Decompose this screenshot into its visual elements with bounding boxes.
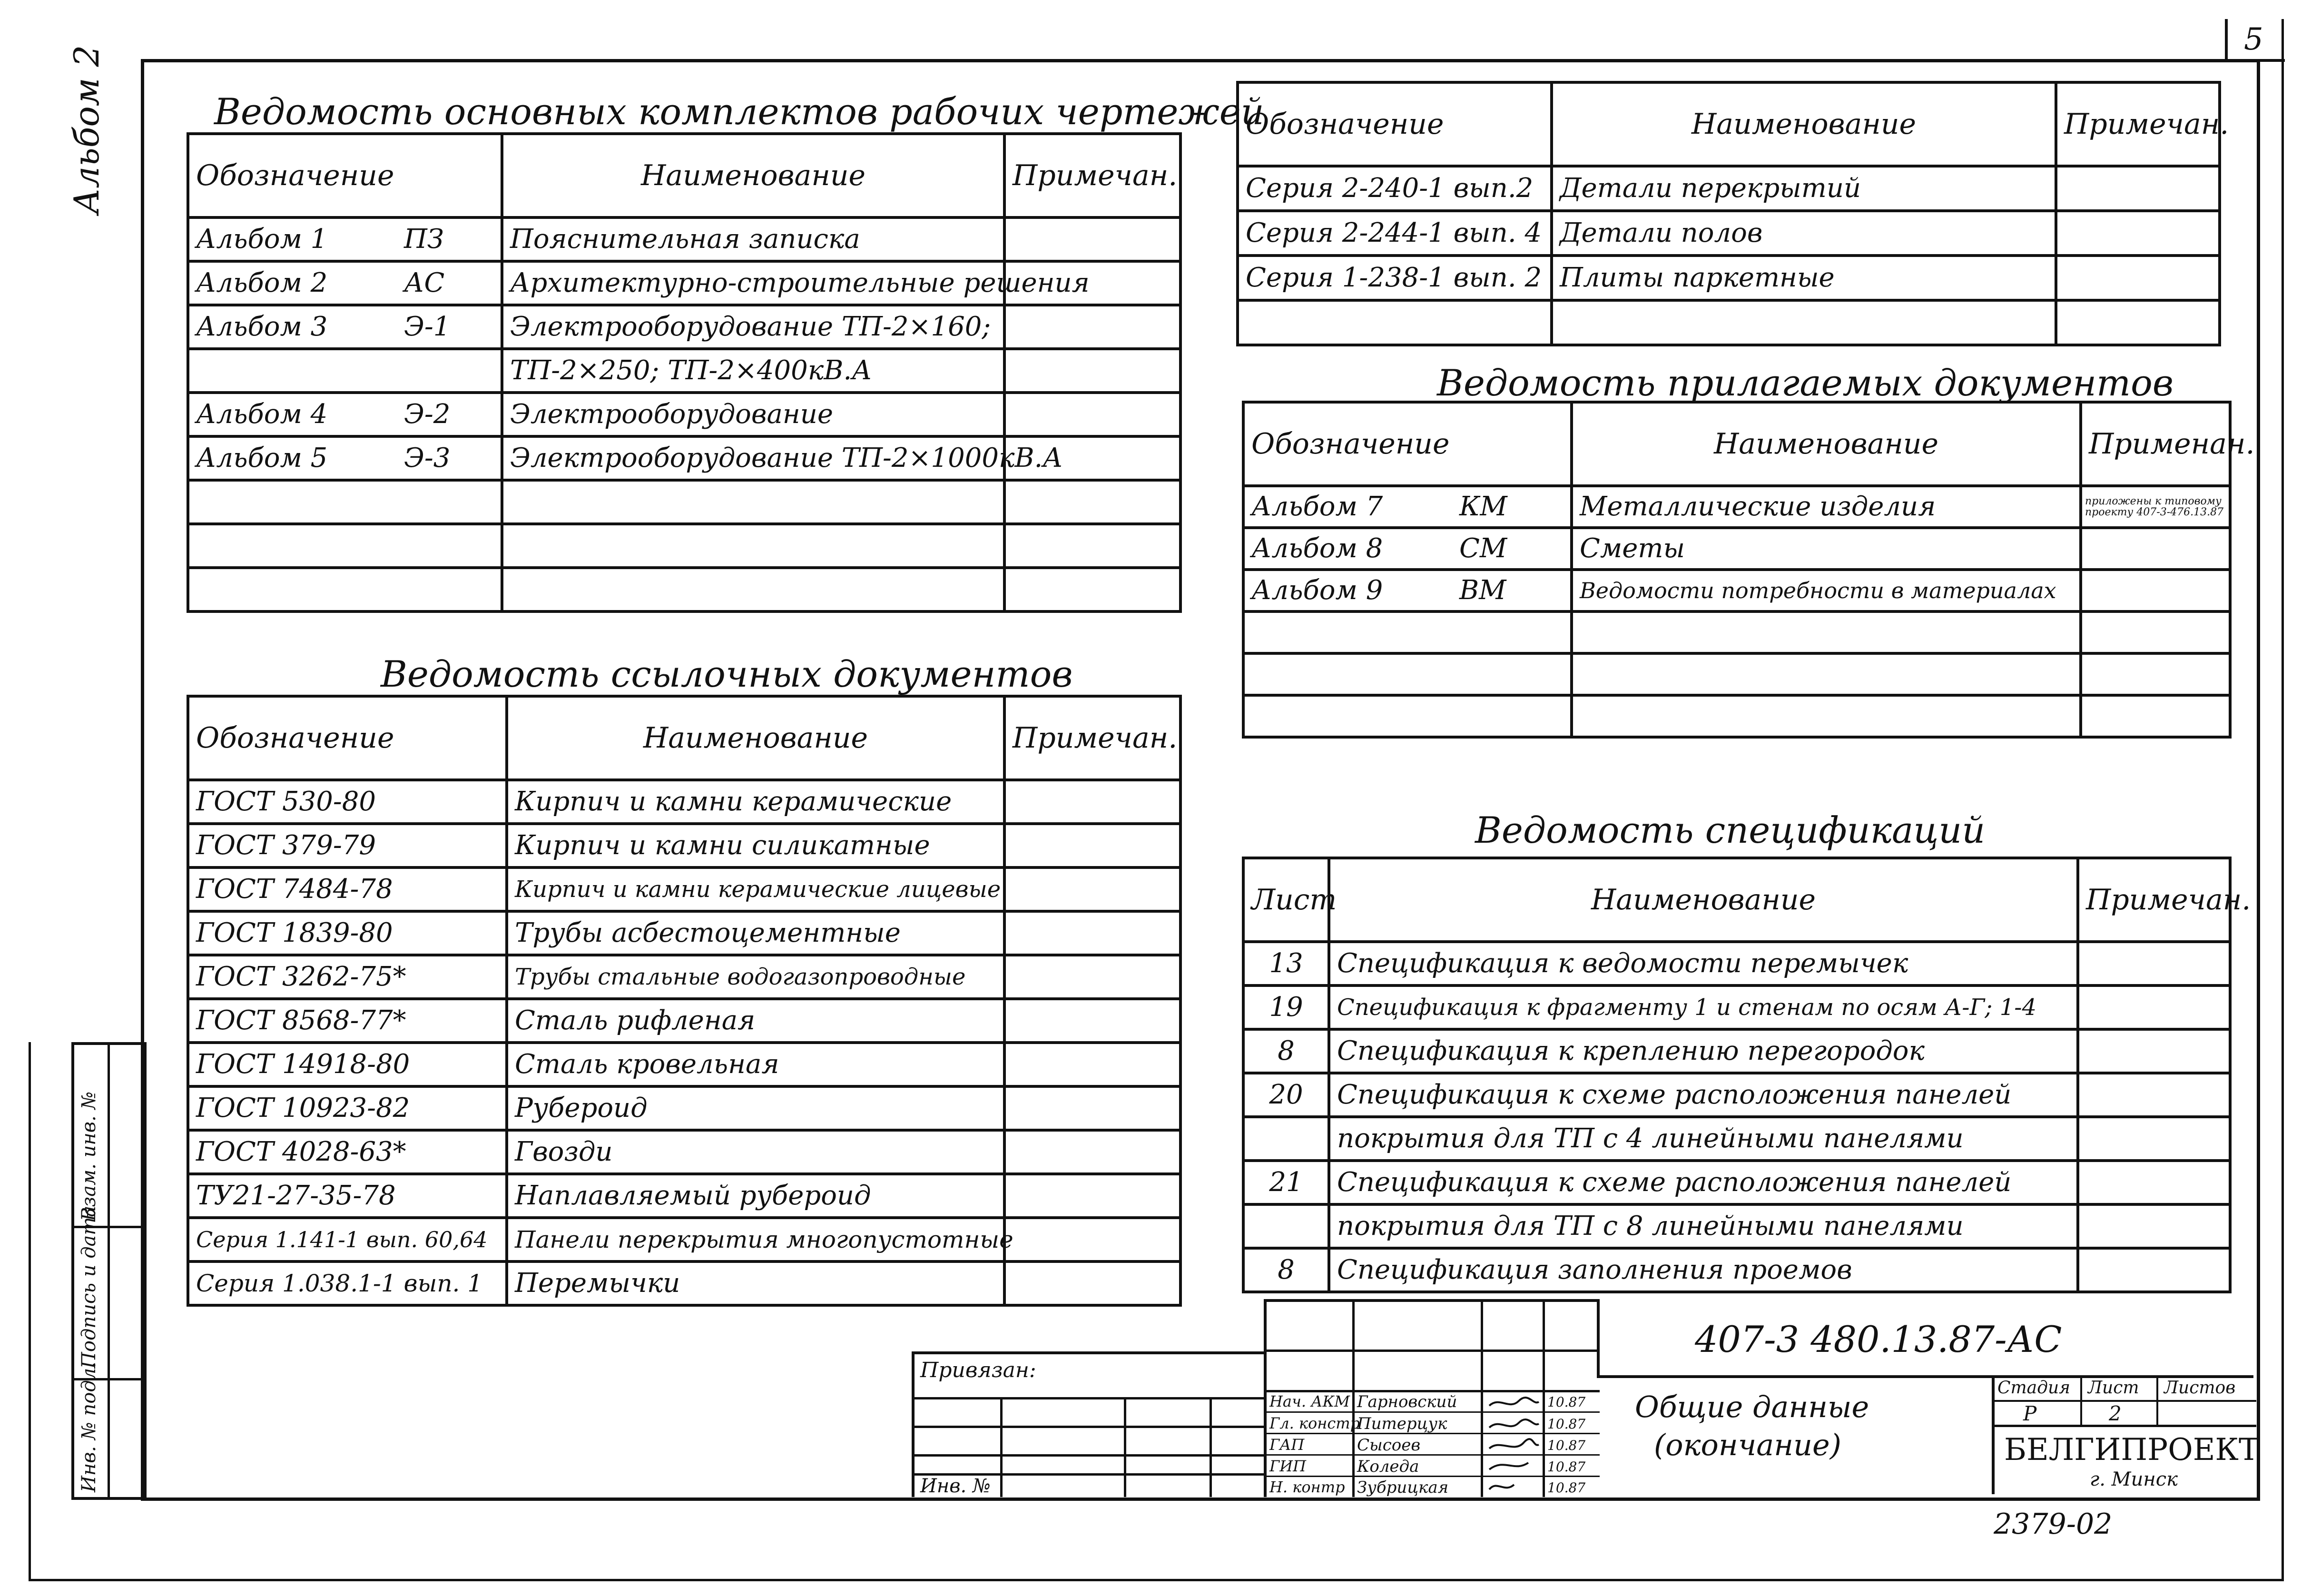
table-cell: ТУ21-27-35-78 [188, 1174, 507, 1218]
signer-date: 10.87 [1547, 1480, 1586, 1496]
table-cell [1453, 695, 1572, 737]
attached-note: приложены к типовому проекту 407-3-476.13.87 [2085, 495, 2224, 518]
attached-docs-table [1242, 401, 2255, 739]
table-cell: Электрооборудование ТП-2×160; [502, 305, 1004, 349]
series-header-code: Обозначение [1238, 82, 1552, 166]
ref-header-note: Примечан. [1004, 696, 1180, 780]
table-cell: Трубы асбестоцементные [507, 911, 1004, 955]
table-cell [1004, 824, 1180, 867]
signer-name: Коледа [1357, 1457, 1419, 1476]
table-cell: 20 [1243, 1073, 1329, 1117]
series-header-name: Наименование [1552, 82, 2056, 166]
series-table [1236, 81, 2229, 346]
table-cell [1004, 305, 1180, 349]
signer-date: 10.87 [1547, 1438, 1586, 1453]
signer-name: Сысоев [1357, 1436, 1421, 1455]
table-cell: 8 [1243, 1248, 1329, 1292]
table-cell: Альбом 5 [188, 436, 397, 480]
table-cell [1243, 1117, 1329, 1161]
table-cell [2078, 1073, 2230, 1117]
table-cell: Серия 1.038.1-1 вып. 1 [188, 1261, 507, 1305]
table-cell: Трубы стальные водогазопроводные [507, 955, 1004, 999]
table-cell [2081, 528, 2230, 570]
signer-role: Гл. констр [1269, 1414, 1360, 1432]
table-cell [2081, 653, 2230, 695]
table-cell [1004, 1086, 1180, 1130]
signature-grid [1264, 1299, 1600, 1497]
table-cell: Спецификация к креплению перегородок [1329, 1029, 2078, 1073]
table-cell: ГОСТ 7484-78 [188, 867, 507, 911]
table-cell: Спецификация к схеме расположения панелей [1329, 1073, 2078, 1117]
table-cell: Электрооборудование [502, 393, 1004, 436]
table-cell: Кирпич и камни керамические [507, 780, 1004, 824]
table-cell [397, 568, 502, 611]
sheet-edge-right [2282, 19, 2284, 1580]
signer-name: Зубрицкая [1357, 1478, 1449, 1497]
attached-docs-title: Ведомость прилагаемых документов [1437, 362, 2174, 404]
sheet-edge-bottom [29, 1579, 2284, 1581]
table-cell [1004, 524, 1180, 568]
table-cell: ГОСТ 14918-80 [188, 1043, 507, 1086]
table-cell: Металлические изделия [1572, 486, 2081, 528]
signer-role: ГАП [1269, 1436, 1305, 1454]
table-cell: Панели перекрытия многопустотные [507, 1218, 1004, 1261]
table-cell [188, 349, 397, 393]
sheet-value: 2 [2109, 1402, 2122, 1425]
table-cell [1243, 695, 1453, 737]
doc-title-line1: Общие данные [1635, 1389, 1869, 1424]
table-cell [2056, 256, 2220, 300]
table-cell: Серия 2-240-1 вып.2 [1238, 166, 1552, 211]
table-cell [188, 524, 397, 568]
table-cell [2078, 1029, 2230, 1073]
table-cell [1004, 393, 1180, 436]
signer-role: Н. контр [1269, 1478, 1345, 1496]
table-cell [1004, 480, 1180, 524]
sheet-number-box [2225, 19, 2285, 62]
table-cell: Серия 1.141-1 вып. 60,64 [188, 1218, 507, 1261]
table-cell [1004, 911, 1180, 955]
specs-header-name: Наименование [1329, 858, 2078, 942]
attached-header-name: Наименование [1572, 402, 2081, 486]
org-name: БЕЛГИПРОЕКТ [2004, 1432, 2259, 1468]
table-cell: ГОСТ 8568-77* [188, 999, 507, 1043]
table-cell: Архитектурно-строительные решения [502, 261, 1004, 305]
table-cell [2081, 570, 2230, 611]
table-cell: Детали перекрытий [1552, 166, 2056, 211]
table-cell [2056, 211, 2220, 256]
stamp-inv-label: Инв. № подл. [78, 1362, 100, 1492]
table-cell: Спецификация к схеме расположения панелей [1329, 1161, 2078, 1204]
specs-header-sheet: Лист [1243, 858, 1329, 942]
signer-role: ГИП [1269, 1457, 1306, 1475]
ref-docs-title: Ведомость ссылочных документов [381, 653, 1073, 695]
bound-label: Привязан: [920, 1358, 1036, 1382]
inv-label: Инв. № [920, 1475, 991, 1497]
table-cell [2056, 166, 2220, 211]
main-sets-title: Ведомость основных комплектов рабочих чертежей [214, 90, 1264, 133]
table-cell [1552, 300, 2056, 345]
stage-value: Р [2023, 1402, 2037, 1425]
table-cell [1572, 695, 2081, 737]
table-cell [2078, 1117, 2230, 1161]
table-cell: Гвозди [507, 1130, 1004, 1174]
table-cell [1004, 1174, 1180, 1218]
signer-date: 10.87 [1547, 1394, 1586, 1410]
doc-code: 407-3 480.13.87-АС [1695, 1318, 2062, 1360]
table-cell: Альбом 2 [188, 261, 397, 305]
table-cell: АС [397, 261, 502, 305]
table-cell: ГОСТ 530-80 [188, 780, 507, 824]
table-cell [1004, 867, 1180, 911]
bottom-number: 2379-02 [1994, 1507, 2113, 1541]
table-cell: Сталь рифленая [507, 999, 1004, 1043]
table-cell [1004, 780, 1180, 824]
table-cell [2078, 1161, 2230, 1204]
table-cell [2078, 1248, 2230, 1292]
table-cell: покрытия для ТП с 8 линейными панелями [1329, 1204, 2078, 1248]
table-cell [1243, 653, 1453, 695]
table-cell [1243, 611, 1453, 653]
stamp-replace-label: Взам. инв. № [78, 1091, 100, 1221]
table-cell: Спецификация к фрагменту 1 и стенам по осям А-Г; 1-4 [1329, 985, 2078, 1029]
stamp-sign-label: Подпись и дата [78, 1205, 100, 1369]
ref-header-code: Обозначение [188, 696, 507, 780]
attached-header-note: Применан. [2081, 402, 2230, 486]
table-cell [1453, 611, 1572, 653]
table-cell: Э-2 [397, 393, 502, 436]
table-cell: Альбом 9 [1243, 570, 1453, 611]
ref-docs-table [187, 695, 1182, 1307]
table-cell [502, 524, 1004, 568]
binding-area [912, 1351, 1267, 1497]
signature-scribbles [1485, 1391, 1542, 1497]
sheets-header: Листов [2164, 1378, 2236, 1398]
table-cell: СМ [1453, 528, 1572, 570]
table-cell: Кирпич и камни керамические лицевые [507, 867, 1004, 911]
signer-name: Гарновский [1357, 1392, 1457, 1411]
table-cell: Детали полов [1552, 211, 2056, 256]
table-cell [1004, 955, 1180, 999]
series-header-note: Примечан. [2056, 82, 2220, 166]
table-cell [1004, 1218, 1180, 1261]
table-cell [1238, 300, 1552, 345]
table-cell [2081, 611, 2230, 653]
specs-title: Ведомость спецификаций [1475, 809, 1986, 851]
table-cell [502, 568, 1004, 611]
table-cell: Альбом 8 [1243, 528, 1453, 570]
stage-header: Стадия [1997, 1378, 2070, 1398]
table-cell: Кирпич и камни силикатные [507, 824, 1004, 867]
specs-header-note: Примечан. [2078, 858, 2230, 942]
table-cell: Плиты паркетные [1552, 256, 2056, 300]
org-city: г. Минск [2090, 1468, 2178, 1490]
table-cell [1004, 1130, 1180, 1174]
table-cell: Электрооборудование ТП-2×1000кВ.А [502, 436, 1004, 480]
table-cell [1004, 568, 1180, 611]
table-cell [2081, 695, 2230, 737]
main-sets-table [187, 132, 1182, 613]
sheet-header: Лист [2088, 1378, 2139, 1398]
table-cell: Серия 2-244-1 вып. 4 [1238, 211, 1552, 256]
table-cell [1004, 349, 1180, 393]
main-sets-header-name: Наименование [502, 134, 1004, 217]
table-cell: ГОСТ 10923-82 [188, 1086, 507, 1130]
table-cell [1453, 653, 1572, 695]
table-cell: ГОСТ 1839-80 [188, 911, 507, 955]
signer-date: 10.87 [1547, 1416, 1586, 1432]
table-cell: Сметы [1572, 528, 2081, 570]
attached-header-code: Обозначение [1243, 402, 1572, 486]
table-cell [1243, 1204, 1329, 1248]
table-cell: КМ [1453, 486, 1572, 528]
table-cell: покрытия для ТП с 4 линейными панелями [1329, 1117, 2078, 1161]
table-cell [188, 480, 397, 524]
table-cell: Сталь кровельная [507, 1043, 1004, 1086]
signer-date: 10.87 [1547, 1459, 1586, 1475]
sheet-edge-left [29, 1042, 31, 1579]
table-cell: Пояснительная записка [502, 217, 1004, 261]
table-cell [1572, 653, 2081, 695]
table-cell [397, 349, 502, 393]
table-cell: Альбом 7 [1243, 486, 1453, 528]
table-cell: 19 [1243, 985, 1329, 1029]
table-cell [397, 524, 502, 568]
table-cell: ГОСТ 3262-75* [188, 955, 507, 999]
table-cell: Альбом 4 [188, 393, 397, 436]
table-cell: Наплавляемый рубероид [507, 1174, 1004, 1218]
table-cell: ГОСТ 379-79 [188, 824, 507, 867]
signer-role: Нач. АКМ [1269, 1392, 1350, 1410]
table-cell [2078, 1204, 2230, 1248]
album-side-label: Альбом 2 [67, 45, 107, 214]
table-cell: Серия 1-238-1 вып. 2 [1238, 256, 1552, 300]
sheet-number: 5 [2244, 22, 2263, 57]
table-cell: ГОСТ 4028-63* [188, 1130, 507, 1174]
table-cell: ВМ [1453, 570, 1572, 611]
table-cell: Перемычки [507, 1261, 1004, 1305]
table-cell: 8 [1243, 1029, 1329, 1073]
table-cell: Э-3 [397, 436, 502, 480]
ref-header-name: Наименование [507, 696, 1004, 780]
table-cell: Э-1 [397, 305, 502, 349]
table-cell: 21 [1243, 1161, 1329, 1204]
table-cell [1572, 611, 2081, 653]
main-sets-header-note: Примечан. [1004, 134, 1180, 217]
specs-table [1242, 857, 2251, 1293]
stage-block [1992, 1375, 2259, 1494]
table-cell: Альбом 1 [188, 217, 397, 261]
table-cell [2078, 942, 2230, 985]
table-cell: ТП-2×250; ТП-2×400кВ.А [502, 349, 1004, 393]
side-stamp [71, 1042, 147, 1500]
title-block [912, 1299, 2259, 1497]
table-cell [397, 480, 502, 524]
table-cell [1004, 1043, 1180, 1086]
table-cell: Рубероид [507, 1086, 1004, 1130]
table-cell [2081, 486, 2230, 528]
table-cell [1004, 999, 1180, 1043]
table-cell: Спецификация к ведомости перемычек [1329, 942, 2078, 985]
doc-title-line2: (окончание) [1654, 1428, 1841, 1462]
main-sets-header-code: Обозначение [188, 134, 502, 217]
table-cell [502, 480, 1004, 524]
table-cell: Спецификация заполнения проемов [1329, 1248, 2078, 1292]
table-cell: Альбом 3 [188, 305, 397, 349]
table-cell: 13 [1243, 942, 1329, 985]
table-cell [2056, 300, 2220, 345]
signer-name: Питерцук [1357, 1414, 1447, 1433]
doc-code-cell [1597, 1299, 2256, 1375]
table-cell [2078, 985, 2230, 1029]
table-cell: Ведомости потребности в материалах [1572, 570, 2081, 611]
table-cell [188, 568, 397, 611]
table-cell [1004, 217, 1180, 261]
table-cell: ПЗ [397, 217, 502, 261]
